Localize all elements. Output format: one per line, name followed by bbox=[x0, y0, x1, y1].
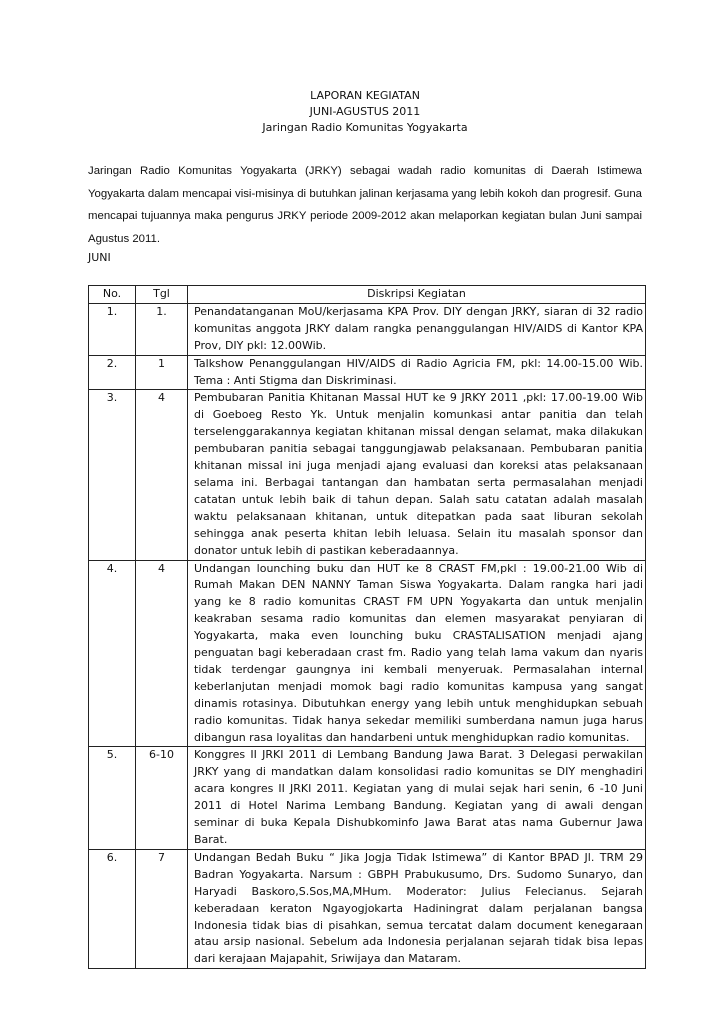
organization-name: Jaringan Radio Komunitas Yogyakarta bbox=[262, 121, 468, 134]
report-header bbox=[88, 88, 642, 136]
intro-paragraph: Jaringan Radio Komunitas Yogyakarta (JRKY) sebagai wadah radio komunitas di Daerah Istimewa Yogyakarta dalam mencapai visi-misinya di butuhkan jalinan kerjasama yang lebih kokoh dan progresif. Guna mencapai tujuannya maka pengurus JRKY periode 2009-2012 akan melaporkan kegiatan bulan Juni sampai Agustus 2011. bbox=[88, 165, 642, 245]
row-number: 3. bbox=[89, 390, 136, 560]
row-date: 4 bbox=[136, 560, 188, 747]
column-header-tgl: Tgl bbox=[136, 286, 188, 304]
table-row bbox=[89, 849, 646, 968]
row-description: Undangan lounching buku dan HUT ke 8 CRAST FM,pkl : 19.00-21.00 Wib di Rumah Makan DEN NANNY Taman Siswa Yogyakarta. Dalam rangka hari jadi yang ke 8 radio komunitas CRAST FM UPN Yogyakarta dan untuk menjalin keakraban sesama radio komunitas dan elemen masyarakat penyiaran di Yogyakarta, maka even lounching buku CRASTALISATION menjadi ajang penguatan bagi keberadaan crast fm. Radio yang telah lama vakum dan nyaris tidak terdengar gaungnya ini kembali menyeruak. Permasalahan internal keberlanjutan menjadi momok bagi radio komunitas kampusa yang sangat dinamis rotasinya. Dibutuhkan energy yang lebih untuk menghidupkan sebuah radio komunitas. Tidak hanya sekedar memiliki sumberdana namun juga harus dibangun rasa loyalitas dan handarbeni untuk menghidupkan radio komunitas. bbox=[188, 560, 646, 747]
row-date: 6-10 bbox=[136, 747, 188, 849]
row-number: 2. bbox=[89, 355, 136, 390]
row-date: 7 bbox=[136, 849, 188, 968]
month-label: JUNI bbox=[88, 251, 111, 264]
table-row bbox=[89, 355, 646, 390]
row-number: 6. bbox=[89, 849, 136, 968]
table-row bbox=[89, 747, 646, 849]
activity-table bbox=[88, 285, 646, 969]
row-description: Talkshow Penanggulangan HIV/AIDS di Radio Agricia FM, pkl: 14.00-15.00 Wib. Tema : Anti Stigma dan Diskriminasi. bbox=[188, 355, 646, 390]
table-row bbox=[89, 303, 646, 355]
table-row bbox=[89, 390, 646, 560]
row-number: 4. bbox=[89, 560, 136, 747]
table-row bbox=[89, 560, 646, 747]
row-description: Undangan Bedah Buku “ Jika Jogja Tidak Istimewa” di Kantor BPAD Jl. TRM 29 Badran Yogyakarta. Narsum : GBPH Prabukusumo, Drs. Sudomo Sunaryo, dan Haryadi Baskoro,S.Sos,MA,MHum. Moderator: Julius Felecianus. Sejarah keberadaan keraton Ngayogjokarta Hadiningrat dalam perjalanan bangsa Indonesia tidak bias di pisahkan, semua tercatat dalam document kenegaraan atau arsip nasional. Sebelum ada Indonesia perjalanan sejarah tidak bisa lepas dari kerajaan Majapahit, Sriwijaya dan Mataram. bbox=[188, 849, 646, 968]
table-header-row bbox=[89, 286, 646, 304]
row-description: Pembubaran Panitia Khitanan Massal HUT ke 9 JRKY 2011 ,pkl: 17.00-19.00 Wib di Goeboeg Resto Yk. Untuk menjalin komunkasi antar panitia dan telah terselenggarakannya kegiatan khitanan missal dengan selamat, maka dilakukan pembubaran panitia sebagai tanggungjawab pelaksanaan. Pembubaran panitia khitanan missal ini juga menjadi ajang evaluasi dan koreksi atas pelaksanaan selama ini. Berbagai tantangan dan hambatan serta permasalahan menjadi catatan untuk lebih baik di tahun depan. Salah satu catatan adalah masalah waktu pelaksanaan khitanan, untuk ditepatkan pada saat liburan sekolah sehingga anak peserta khitan lebih leluasa. Selain itu masalah sponsor dan donator untuk lebih di pastikan keberadaannya. bbox=[188, 390, 646, 560]
row-date: 1 bbox=[136, 355, 188, 390]
row-date: 4 bbox=[136, 390, 188, 560]
column-header-no: No. bbox=[89, 286, 136, 304]
row-number: 5. bbox=[89, 747, 136, 849]
report-period: JUNI-AGUSTUS 2011 bbox=[309, 105, 421, 118]
row-date: 1. bbox=[136, 303, 188, 355]
report-title: LAPORAN KEGIATAN bbox=[310, 89, 420, 102]
column-header-description: Diskripsi Kegiatan bbox=[188, 286, 646, 304]
row-description: Penandatanganan MoU/kerjasama KPA Prov. DIY dengan JRKY, siaran di 32 radio komunitas anggota JRKY dalam rangka penanggulangan HIV/AIDS di Kantor KPA Prov, DIY pkl: 12.00Wib. bbox=[188, 303, 646, 355]
row-description: Konggres II JRKI 2011 di Lembang Bandung Jawa Barat. 3 Delegasi perwakilan JRKY yang di mandatkan dalam konsolidasi radio komunitas se DIY menghadiri acara kongres II JRKI 2011. Kegiatan yang di mulai sejak hari senin, 6 -10 Juni 2011 di Hotel Narima Lembang Bandung. Kegiatan yang di awali dengan seminar di buka Kepala Dishubkominfo Jawa Barat atas nama Gubernur Jawa Barat. bbox=[188, 747, 646, 849]
row-number: 1. bbox=[89, 303, 136, 355]
